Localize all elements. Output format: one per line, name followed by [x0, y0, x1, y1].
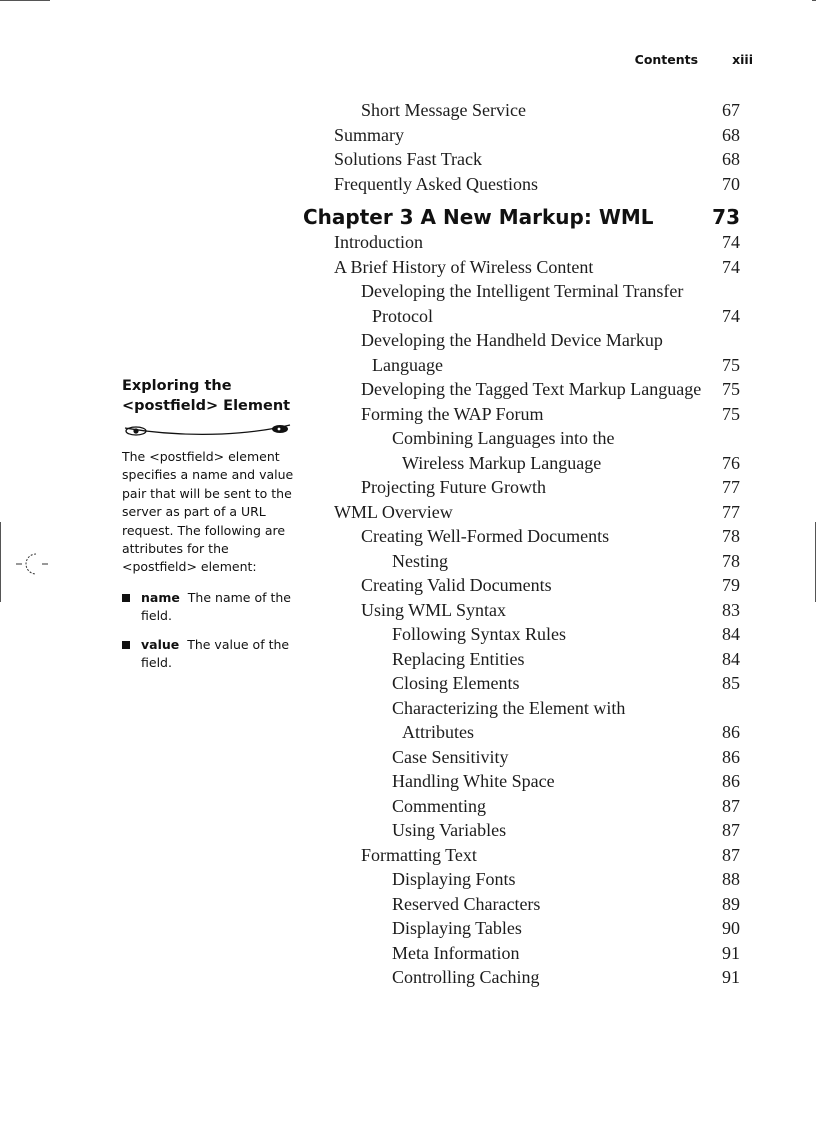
toc-entry: [303, 549, 740, 574]
toc-entry-title: Displaying Tables: [392, 918, 522, 938]
toc-entry-title-line2: Protocol: [372, 305, 433, 326]
toc-entry-page: 84: [722, 624, 740, 644]
toc-entry: [303, 328, 740, 377]
sidebar-note: [122, 376, 297, 682]
toc-entry-title: Commenting: [392, 795, 486, 816]
toc-entry-page: 89: [722, 893, 740, 914]
toc-entry-title: Meta Information: [392, 942, 520, 963]
toc-entry-title-line1: Developing the Handheld Device Markup: [361, 330, 663, 350]
toc-entry: [303, 696, 740, 745]
toc-entry-line2: [361, 353, 740, 378]
toc-entry-title: Displaying Fonts: [392, 869, 516, 889]
attribute-desc: The name of the field.: [141, 589, 291, 624]
toc-entry-page: 75: [722, 354, 740, 375]
toc-entry: [303, 147, 740, 172]
toc-entry-title-line1: Developing the Intelligent Terminal Transfer: [361, 281, 684, 301]
toc-entry: [303, 818, 740, 843]
toc-entry: [303, 598, 740, 623]
toc-entry-page: 67: [722, 100, 740, 120]
running-header: [635, 52, 753, 67]
registration-mark-icon: [14, 550, 54, 580]
toc-entry-page: 77: [722, 477, 740, 497]
crop-mark-top-left: [0, 0, 50, 1]
toc-entry: [303, 671, 740, 696]
toc-entry: [303, 123, 740, 148]
toc-entry: [303, 941, 740, 966]
sidebar-attribute-item: [122, 589, 297, 626]
attribute-name: value: [141, 636, 180, 652]
toc-entry: [303, 965, 740, 990]
chapter-page: 73: [712, 205, 740, 229]
toc-entry-page: 87: [722, 820, 740, 840]
toc-entry-title-line2: Language: [372, 354, 443, 375]
toc-entry-page: 76: [722, 452, 740, 473]
crop-mark-left-edge: [0, 522, 1, 602]
sidebar-title-line2: <postfield> Element: [122, 398, 291, 414]
toc-entry: [303, 377, 740, 402]
toc-entry-page: 79: [722, 575, 740, 595]
sidebar-title: [122, 376, 297, 416]
toc-entry: [303, 475, 740, 500]
toc-entry-title: WML Overview: [334, 501, 453, 522]
attribute-name: name: [141, 589, 180, 605]
toc-entry-page: 75: [722, 379, 740, 399]
toc-entry: [303, 745, 740, 770]
toc-entry-title: Case Sensitivity: [392, 746, 509, 767]
toc-entry-page: 78: [722, 550, 740, 571]
toc-entry-title: Using Variables: [392, 820, 507, 840]
toc-entry-page: 91: [722, 967, 740, 987]
toc-entry-page: 74: [722, 256, 740, 277]
toc-entry: [303, 255, 740, 280]
toc-entry: [303, 647, 740, 672]
square-bullet-icon: [122, 641, 130, 649]
toc-entry-title: Forming the WAP Forum: [361, 403, 544, 424]
toc-entry: [303, 172, 740, 197]
attribute-text: [141, 589, 297, 626]
toc-entry-title: Nesting: [392, 550, 448, 571]
toc-entry: [303, 769, 740, 794]
attribute-text: [141, 636, 297, 673]
toc-entry-title: Following Syntax Rules: [392, 624, 567, 644]
header-section-title: Contents: [634, 52, 699, 67]
toc-entry: [303, 230, 740, 255]
toc-entry: [303, 426, 740, 475]
toc-entry-page: 75: [722, 403, 740, 424]
sidebar-title-line1: Exploring the: [122, 378, 232, 394]
toc-entry-title-line2: Attributes: [402, 722, 474, 742]
toc-entry: [303, 500, 740, 525]
toc-entry-line2: [361, 304, 740, 329]
toc-entry-title-line1: Combining Languages into the: [392, 428, 615, 448]
toc-entry-page: 74: [722, 232, 740, 252]
toc-entry: [303, 843, 740, 868]
toc-entry-title: A Brief History of Wireless Content: [334, 256, 594, 277]
toc-entry-page: 87: [722, 795, 740, 816]
toc-entry-title: Creating Well-Formed Documents: [361, 526, 610, 546]
toc-entry-page: 68: [722, 124, 740, 145]
attribute-desc: The value of the field.: [141, 636, 290, 671]
toc-chapter-heading: [303, 204, 740, 230]
sidebar-ornament-icon: [122, 422, 294, 438]
toc-entry: [303, 622, 740, 647]
toc-entry: [303, 524, 740, 549]
toc-entry-page: 90: [722, 918, 740, 938]
toc-entry-page: 83: [722, 599, 740, 620]
toc-entry: [303, 794, 740, 819]
toc-entry-title: Controlling Caching: [392, 967, 540, 987]
toc-entry-page: 77: [722, 501, 740, 522]
toc-entry-page: 85: [722, 673, 740, 693]
toc-entry-line2: [392, 720, 740, 745]
sidebar-body: The <postfield> element specifies a name and value pair that will be sent to the server as part of a URL request. The following are attributes for the <postfield> element:: [122, 449, 294, 575]
toc-entry-title: Using WML Syntax: [361, 599, 507, 620]
toc-entry-line2: [392, 451, 740, 476]
toc-entry-page: 68: [722, 149, 740, 169]
toc-entry-title: Solutions Fast Track: [334, 149, 483, 169]
toc-entry: [303, 916, 740, 941]
toc-entry-page: 86: [722, 771, 740, 791]
toc-entry-title: Projecting Future Growth: [361, 477, 546, 497]
toc-entry-title: Summary: [334, 124, 404, 145]
toc-entry-title: Closing Elements: [392, 673, 520, 693]
toc-entry-page: 70: [722, 173, 740, 194]
toc-entry-page: 91: [722, 942, 740, 963]
toc-entry-title: Formatting Text: [361, 844, 477, 865]
toc-entry-page: 88: [722, 869, 740, 889]
toc-entry-title-line2: Wireless Markup Language: [402, 452, 602, 473]
toc-entry-page: 86: [722, 722, 740, 742]
toc-entry-title: Developing the Tagged Text Markup Language: [361, 379, 702, 399]
toc-entry-title: Reserved Characters: [392, 893, 541, 914]
toc-entry-title-line1: Characterizing the Element with: [392, 697, 626, 718]
toc-entry: [303, 573, 740, 598]
toc-entry-title: Short Message Service: [361, 100, 526, 120]
toc-entry-page: 74: [722, 305, 740, 326]
toc-entry-page: 86: [722, 746, 740, 767]
toc-entry-title: Creating Valid Documents: [361, 575, 552, 595]
toc-entry-title: Introduction: [334, 232, 423, 252]
toc-entry-title: Handling White Space: [392, 771, 555, 791]
toc-entry: [303, 867, 740, 892]
toc-entry: [303, 402, 740, 427]
chapter-title: Chapter 3 A New Markup: WML: [303, 205, 654, 229]
toc-entry-page: 78: [722, 526, 740, 546]
toc-entry: [303, 98, 740, 123]
table-of-contents: [303, 98, 740, 990]
toc-entry-page: 84: [722, 648, 740, 669]
toc-entry-page: 87: [722, 844, 740, 865]
sidebar-attribute-item: [122, 636, 297, 673]
header-page-number: xiii: [732, 52, 753, 67]
crop-mark-top-right: [812, 0, 816, 1]
toc-entry: [303, 279, 740, 328]
square-bullet-icon: [122, 594, 130, 602]
toc-entry-title: Frequently Asked Questions: [334, 173, 538, 194]
toc-entry-title: Replacing Entities: [392, 648, 525, 669]
toc-entry: [303, 892, 740, 917]
